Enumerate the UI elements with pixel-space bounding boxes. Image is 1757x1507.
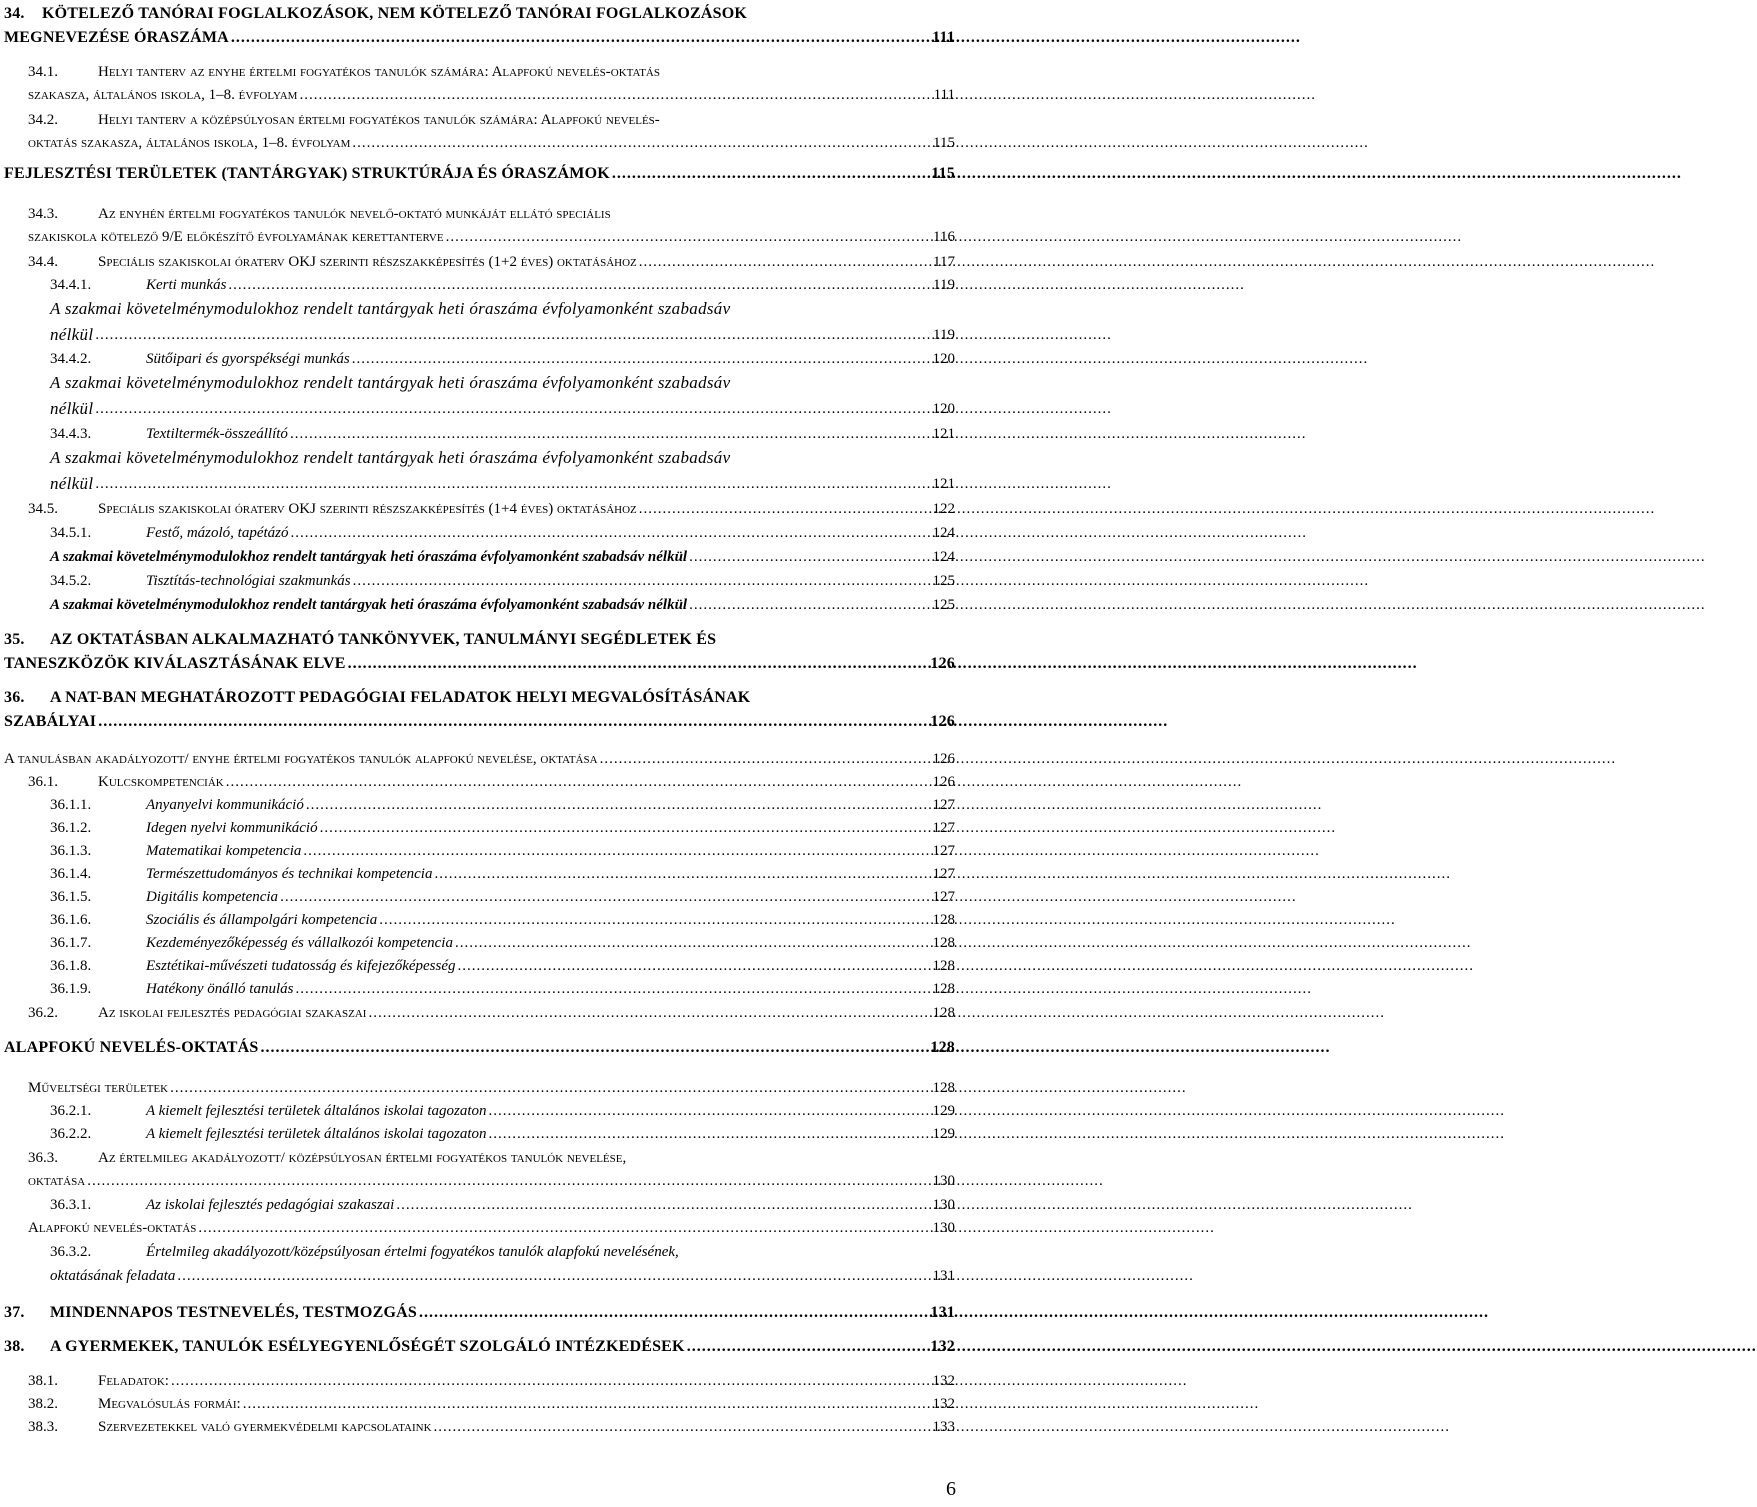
toc-entry-page: 128 (932, 935, 955, 951)
toc-entry-number: 36.1.5. (50, 889, 92, 905)
toc-entry-number: 36.1.7. (50, 935, 92, 951)
toc-entry-title: A szakmai követelménymodulokhoz rendelt tantárgyak heti óraszáma évfolyamonként szabadsáv (50, 373, 731, 392)
toc-entry-title: MINDENNAPOS TESTNEVELÉS, TESTMOZGÁS (50, 1304, 417, 1321)
toc-entry-title: nélkül (50, 325, 94, 344)
toc-entry[interactable] (50, 860, 955, 882)
toc-entry-number: 36.3. (28, 1150, 58, 1166)
toc-entry-title: Műveltségi területek (28, 1080, 169, 1096)
toc-entry-title: Matematikai kompetencia (146, 843, 302, 859)
toc-entry-number: 38. (4, 1338, 25, 1355)
toc-entry-title: nélkül (50, 399, 94, 418)
toc-entry-title: Digitális kompetencia (146, 889, 279, 905)
toc-entry-page: 121 (932, 426, 955, 442)
toc-entry-number: 34.4.1. (50, 277, 92, 293)
toc-entry-page: 122 (932, 501, 955, 517)
toc-entry[interactable] (28, 1144, 955, 1166)
toc-entry[interactable] (28, 999, 955, 1021)
toc-entry-number: 36.3.2. (50, 1244, 92, 1260)
dot-leader (377, 913, 932, 928)
toc-entry-page: 128 (932, 958, 955, 974)
dot-leader (687, 550, 932, 565)
toc-entry-title: Tisztítás-technológiai szakmunkás (146, 573, 351, 589)
toc-entry-number: 34.4. (28, 254, 58, 270)
dot-leader (456, 959, 933, 974)
toc-entry[interactable] (50, 543, 955, 565)
toc-entry[interactable] (4, 160, 955, 182)
toc-entry[interactable] (4, 1299, 955, 1321)
toc-entry[interactable] (50, 444, 955, 466)
toc-entry-title: Speciális szakiskolai óraterv OKJ szerinti részszakképesítés (1+2 éves) oktatásához (98, 254, 637, 270)
dot-leader (85, 1174, 932, 1189)
toc-entry[interactable] (50, 345, 955, 367)
toc-entry-number: 34.1. (28, 64, 58, 80)
toc-entry[interactable] (4, 0, 955, 22)
toc-entry-number: 38.1. (28, 1373, 58, 1389)
dot-leader (432, 867, 932, 882)
toc-entry-number: 38.3. (28, 1419, 58, 1435)
toc-entry[interactable] (28, 1074, 955, 1096)
toc-entry[interactable] (50, 952, 955, 974)
toc-entry-title: Helyi tanterv az enyhe értelmi fogyatékos tanulók számára: Alapfokú nevelés-oktatás (98, 64, 660, 80)
toc-entry-number: 34.4.2. (50, 351, 92, 367)
page-number: 6 (946, 1478, 956, 1500)
dot-leader (229, 30, 932, 46)
toc-entry-page: 124 (932, 525, 955, 541)
toc-entry-title: Természettudományos és technikai kompetencia (146, 866, 433, 882)
toc-entry-title: Textiltermék-összeállító (146, 426, 288, 442)
toc-entry-title: nélkül (50, 474, 94, 493)
toc-entry-page: 132 (932, 1396, 955, 1412)
toc-entry[interactable] (28, 200, 955, 222)
toc-entry-title: Esztétikai-művészeti tudatosság és kifejezőképesség (146, 958, 456, 974)
toc-entry[interactable] (50, 1262, 955, 1284)
toc-entry[interactable] (4, 745, 955, 767)
toc-entry[interactable] (28, 1413, 955, 1435)
toc-entry[interactable] (28, 495, 955, 517)
toc-entry[interactable] (4, 626, 955, 648)
dot-leader (453, 936, 933, 951)
toc-entry[interactable] (50, 420, 955, 442)
toc-entry[interactable] (50, 567, 955, 589)
toc-entry[interactable] (28, 129, 955, 151)
toc-entry-title: Megvalósulás formái: (98, 1396, 241, 1412)
toc-entry-title: Hatékony önálló tanulás (146, 981, 294, 997)
dot-leader (685, 1339, 931, 1355)
toc-entry[interactable] (4, 650, 955, 672)
toc-entry-number: 34. (4, 5, 25, 22)
dot-leader (351, 574, 933, 589)
toc-entry-page: 126 (932, 751, 955, 767)
toc-entry[interactable] (50, 837, 955, 859)
toc-entry-page: 124 (932, 549, 955, 565)
toc-entry-page: 116 (933, 229, 955, 245)
toc-entry[interactable] (28, 1390, 955, 1412)
toc-entry-page: 127 (932, 889, 955, 905)
toc-entry-title: AZ OKTATÁSBAN ALKALMAZHATÓ TANKÖNYVEK, TANULMÁNYI SEGÉDLETEK ÉS (50, 631, 717, 648)
toc-entry-title: Az iskolai fejlesztés pedagógiai szakaszai (146, 1197, 395, 1213)
dot-leader (196, 1221, 932, 1236)
toc-entry-title: A szakmai követelménymodulokhoz rendelt tantárgyak heti óraszáma évfolyamonként szabadsáv nélkül (50, 549, 688, 565)
dot-leader (687, 598, 932, 613)
toc-entry[interactable] (50, 1120, 955, 1142)
toc-entry-number: 38.2. (28, 1396, 58, 1412)
toc-entry-title: oktatás szakasza, általános iskola, 1–8. évfolyam (28, 135, 351, 151)
toc-entry-title: Speciális szakiskolai óraterv OKJ szerinti részszakképesítés (1+4 éves) oktatásához (98, 501, 637, 517)
dot-leader (318, 821, 933, 836)
dot-leader (226, 278, 933, 293)
toc-entry-number: 36. (4, 689, 25, 706)
toc-entry[interactable] (50, 1097, 955, 1119)
toc-entry-title: Az enyhén értelmi fogyatékos tanulók nevelő-oktató munkáját ellátó speciális (98, 206, 611, 222)
toc-entry-title: Sütőipari és gyorspékségi munkás (146, 351, 350, 367)
toc-entry-page: 133 (932, 1419, 955, 1435)
dot-leader (297, 88, 933, 103)
toc-entry[interactable] (28, 58, 955, 80)
toc-entry[interactable] (50, 975, 955, 997)
dot-leader (444, 230, 933, 245)
toc-entry[interactable] (28, 248, 955, 270)
toc-entry[interactable] (4, 1034, 955, 1056)
toc-entry-number: 34.4.3. (50, 426, 92, 442)
toc-entry[interactable] (50, 369, 955, 391)
toc-entry[interactable] (28, 1167, 955, 1189)
toc-entry-title: oktatásának feladata (50, 1268, 176, 1284)
toc-entry[interactable] (28, 223, 955, 245)
toc-entry-page: 131 (930, 1304, 955, 1321)
toc-entry-number: 34.5.1. (50, 525, 92, 541)
toc-entry-page: 111 (933, 87, 955, 103)
toc-entry-title: MEGNEVEZÉSE ÓRASZÁMA (4, 29, 229, 46)
toc-entry-title: A szakmai követelménymodulokhoz rendelt tantárgyak heti óraszáma évfolyamonként szabadsáv (50, 299, 731, 318)
toc-entry[interactable] (28, 81, 955, 103)
dot-leader (175, 1269, 932, 1284)
toc-entry-page: 128 (932, 981, 955, 997)
toc-entry-title: Idegen nyelvi kommunikáció (146, 820, 318, 836)
toc-entry-number: 34.5.2. (50, 573, 92, 589)
toc-entry[interactable] (4, 1333, 955, 1355)
toc-entry[interactable] (50, 883, 955, 905)
toc-entry[interactable] (50, 1238, 955, 1260)
dot-leader (487, 1104, 933, 1119)
toc-entry-number: 36.1.1. (50, 797, 92, 813)
toc-entry-page: 126 (932, 774, 955, 790)
toc-entry-page: 115 (933, 135, 955, 151)
toc-entry-page: 132 (932, 1373, 955, 1389)
dot-leader (93, 477, 932, 492)
toc-entry-number: 36.1.2. (50, 820, 92, 836)
toc-entry-title: Feladatok: (98, 1373, 169, 1389)
dot-leader (293, 982, 932, 997)
toc-entry-title: Festő, mázoló, tapétázó (146, 525, 289, 541)
toc-entry-title: Az iskolai fejlesztés pedagógiai szakaszai (98, 1005, 367, 1021)
toc-entry-page: 119 (933, 277, 955, 293)
toc-entry-title: Kerti munkás (146, 277, 227, 293)
toc-entry-title: szakasza, általános iskola, 1–8. évfolyam (28, 87, 298, 103)
toc-entry-number: 35. (4, 631, 25, 648)
toc-entry-number: 36.1. (28, 774, 58, 790)
toc-entry[interactable] (50, 814, 955, 836)
toc-entry-number: 36.2.2. (50, 1126, 92, 1142)
toc-entry-title: A kiemelt fejlesztési területek általános iskolai tagozaton (146, 1103, 487, 1119)
toc-entry-title: FEJLESZTÉSI TERÜLETEK (TANTÁRGYAK) STRUKTÚRÁJA ÉS ÓRASZÁMOK (4, 165, 610, 182)
toc-entry-title: A NAT-BAN MEGHATÁROZOTT PEDAGÓGIAI FELADATOK HELYI MEGVALÓSÍTÁSÁNAK (50, 689, 751, 706)
toc-entry-page: 120 (932, 351, 955, 367)
toc-entry-page: 119 (933, 327, 955, 343)
dot-leader (93, 402, 932, 417)
dot-leader (346, 656, 931, 672)
dot-leader (350, 136, 933, 151)
toc-entry-title: KÖTELEZŐ TANÓRAI FOGLALKOZÁSOK, NEM KÖTELEZŐ TANÓRAI FOGLALKOZÁSOK (42, 5, 748, 22)
toc-entry-page: 130 (932, 1220, 955, 1236)
toc-entry[interactable] (28, 768, 955, 790)
toc-entry[interactable] (4, 24, 955, 46)
toc-entry-number: 34.5. (28, 501, 58, 517)
dot-leader (432, 1420, 933, 1435)
toc-entry-number: 36.1.8. (50, 958, 92, 974)
toc-entry-page: 121 (932, 476, 955, 492)
toc-entry-number: 36.1.6. (50, 912, 92, 928)
dot-leader (289, 526, 933, 541)
toc-entry[interactable] (50, 395, 955, 417)
toc-entry-page: 125 (932, 597, 955, 613)
toc-entry[interactable] (50, 519, 955, 541)
toc-entry-title: A szakmai követelménymodulokhoz rendelt tantárgyak heti óraszáma évfolyamonként szabadsáv (50, 448, 731, 467)
toc-entry-title: Szociális és állampolgári kompetencia (146, 912, 378, 928)
dot-leader (224, 775, 933, 790)
toc-entry-page: 120 (932, 401, 955, 417)
toc-entry-page: 127 (932, 820, 955, 836)
toc-entry[interactable] (28, 1214, 955, 1236)
dot-leader (637, 255, 933, 270)
toc-entry-page: 131 (932, 1268, 955, 1284)
toc-entry-title: A tanulásban akadályozott/ enyhe értelmi fogyatékos tanulók alapfokú nevelése, oktatása (4, 751, 598, 767)
toc-entry-page: 127 (932, 866, 955, 882)
toc-entry-title: Helyi tanterv a középsúlyosan értelmi fogyatékos tanulók számára: Alapfokú nevelés- (98, 112, 660, 128)
toc-entry[interactable] (50, 1191, 955, 1213)
toc-entry-page: 128 (932, 912, 955, 928)
dot-leader (301, 844, 932, 859)
toc-entry-number: 37. (4, 1304, 25, 1321)
dot-leader (278, 890, 932, 905)
toc-entry[interactable] (50, 906, 955, 928)
toc-entry-title: Anyanyelvi kommunikáció (146, 797, 304, 813)
toc-entry-page: 127 (932, 797, 955, 813)
toc-entry-page: 127 (932, 843, 955, 859)
toc-entry-page: 126 (930, 655, 955, 672)
toc-entry-page: 125 (932, 573, 955, 589)
toc-entry-title: ALAPFOKÚ NEVELÉS-OKTATÁS (4, 1039, 259, 1056)
dot-leader (168, 1081, 932, 1096)
dot-leader (350, 352, 933, 367)
dot-leader (637, 502, 933, 517)
dot-leader (241, 1397, 933, 1412)
toc-entry[interactable] (28, 106, 955, 128)
toc-entry-page: 126 (930, 713, 955, 730)
toc-entry-number: 36.1.4. (50, 866, 92, 882)
toc-entry-page: 128 (930, 1039, 955, 1056)
toc-entry-number: 36.3.1. (50, 1197, 92, 1213)
toc-entry-page: 115 (931, 165, 955, 182)
toc-entry-title: TANESZKÖZÖK KIVÁLASZTÁSÁNAK ELVE (4, 655, 346, 672)
toc-entry-page: 111 (932, 29, 955, 46)
dot-leader (258, 1040, 930, 1056)
toc-entry-page: 129 (932, 1126, 955, 1142)
toc-entry-title: Alapfokú nevelés-oktatás (28, 1220, 197, 1236)
toc-entry-page: 128 (932, 1005, 955, 1021)
dot-leader (598, 752, 933, 767)
dot-leader (610, 166, 931, 182)
toc-entry-number: 36.1.9. (50, 981, 92, 997)
toc-entry[interactable] (50, 295, 955, 317)
toc-entry-title: Értelmileg akadályozott/középsúlyosan értelmi fogyatékos tanulók alapfokú nevelésének, (146, 1244, 679, 1260)
toc-entry[interactable] (28, 1367, 955, 1389)
toc-entry-title: oktatása (28, 1173, 86, 1189)
dot-leader (288, 427, 933, 442)
toc-entry[interactable] (50, 929, 955, 951)
toc-entry-title: A kiemelt fejlesztési területek általános iskolai tagozaton (146, 1126, 487, 1142)
toc-entry[interactable] (50, 321, 955, 343)
toc-entry-page: 129 (932, 1103, 955, 1119)
toc-entry-page: 117 (933, 254, 955, 270)
dot-leader (304, 798, 933, 813)
dot-leader (394, 1198, 932, 1213)
toc-entry-number: 34.3. (28, 206, 58, 222)
toc-entry-number: 36.2.1. (50, 1103, 92, 1119)
toc-entry[interactable] (50, 591, 955, 613)
toc-entry[interactable] (4, 708, 955, 730)
toc-entry-number: 36.2. (28, 1005, 58, 1021)
dot-leader (417, 1305, 930, 1321)
toc-entry[interactable] (4, 684, 955, 706)
toc-entry-title: Az értelmileg akadályozott/ középsúlyosan értelmi fogyatékos tanulók nevelése, (98, 1150, 627, 1166)
dot-leader (169, 1374, 933, 1389)
toc-entry-title: Kulcskompetenciák (98, 774, 224, 790)
toc-entry-number: 34.2. (28, 112, 58, 128)
toc-entry-page: 132 (930, 1338, 955, 1355)
toc-entry-title: Kezdeményezőképesség és vállalkozói kompetencia (146, 935, 453, 951)
toc-entry-title: A szakmai követelménymodulokhoz rendelt tantárgyak heti óraszáma évfolyamonként szabadsáv nélkül (50, 597, 688, 613)
dot-leader (487, 1127, 933, 1142)
toc-entry[interactable] (50, 271, 955, 293)
toc-entry-title: A GYERMEKEK, TANULÓK ESÉLYEGYENLŐSÉGÉT SZOLGÁLÓ INTÉZKEDÉSEK (50, 1338, 685, 1355)
toc-entry-number: 36.1.3. (50, 843, 92, 859)
toc-entry-page: 128 (932, 1080, 955, 1096)
toc-entry-title: SZABÁLYAI (4, 713, 97, 730)
toc-entry-title: Szervezetekkel való gyermekvédelmi kapcsolataink (98, 1419, 432, 1435)
dot-leader (93, 328, 933, 343)
dot-leader (96, 714, 930, 730)
toc-entry-page: 130 (932, 1197, 955, 1213)
toc-entry[interactable] (50, 791, 955, 813)
toc-entry[interactable] (50, 470, 955, 492)
dot-leader (366, 1006, 932, 1021)
toc-entry-title: szakiskola kötelező 9/E előkészítő évfolyamának kerettanterve (28, 229, 444, 245)
toc-entry-page: 130 (932, 1173, 955, 1189)
